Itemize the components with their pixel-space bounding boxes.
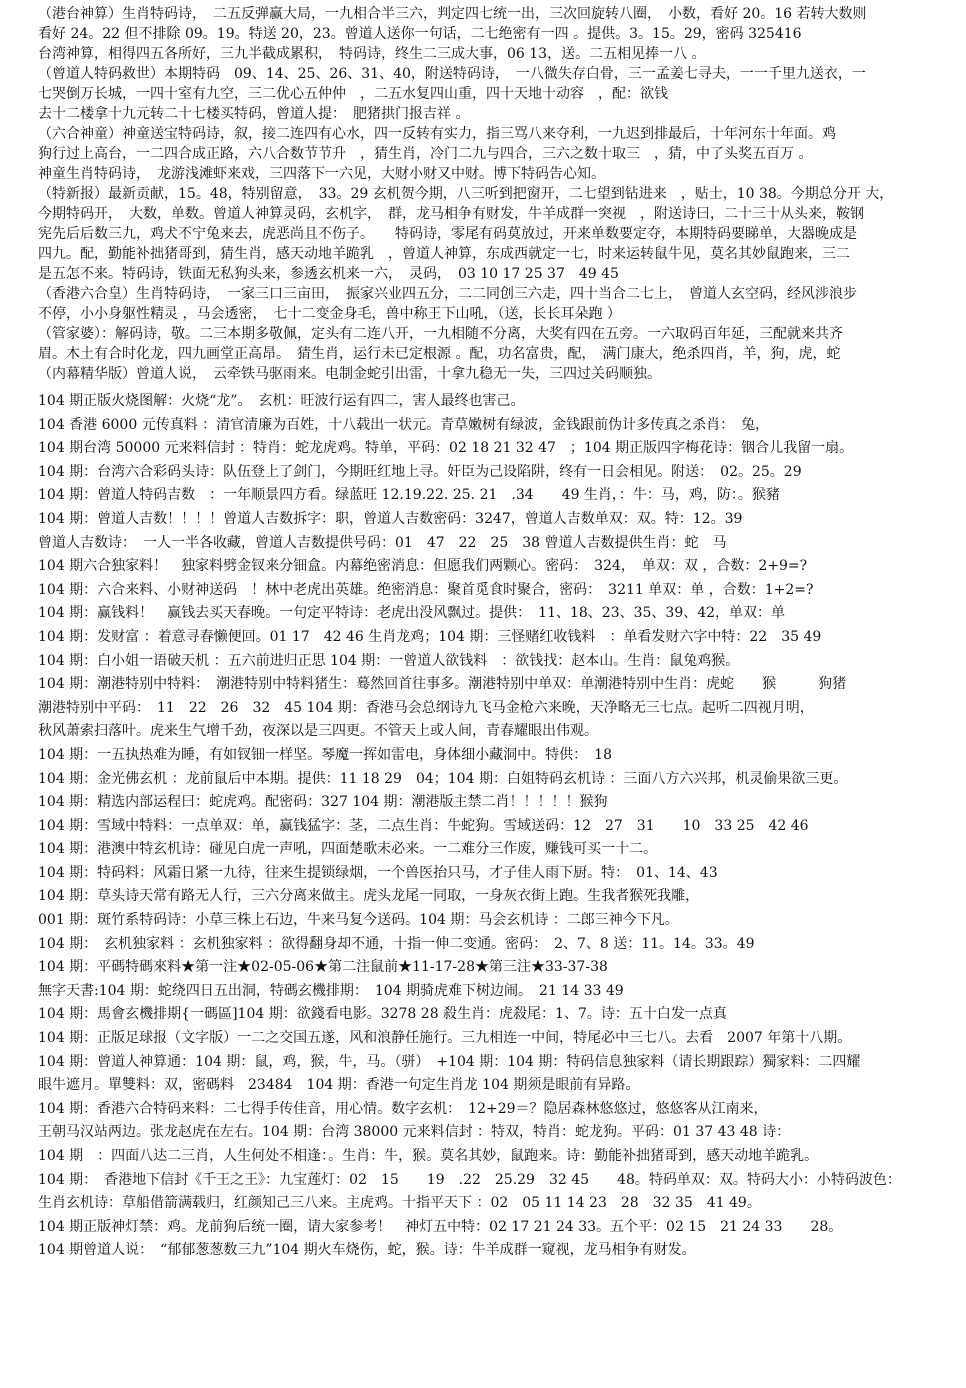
text-line: 104 期：六合来料、小财神送码 ！林中老虎出英雄。绝密消息：聚首觅食时聚合，密码： 3211 单双：单 ，合数：1+2=? — [38, 581, 814, 598]
text-line: （曾道人特码救世）本期特码 09、14、25、26、31、40，附送特码诗， 一八微失存白骨，三一孟姜七寻夫，一一千里九送衣，一 — [38, 66, 866, 82]
text-line: 104 期： 香港地下信封《千王之王》：九宝莲灯：02 15 19 .22 25.29 32 45 48。特码单双：双。特码大小：小特码波色： — [38, 1171, 901, 1188]
text-line: 104 期：平碼特碼來料★第一注★02-05-06★第二注鼠前★11-17-28★第三注★33-37-38 — [38, 959, 608, 976]
text-block-top — [38, 4, 936, 384]
text-line: 眼牛遮月。單雙料：双，密碼料 23484 104 期：香港一句定生肖龙 104 期须是眼前有异路。 — [38, 1077, 640, 1094]
text-line: 潮港特别中平码： 11 22 26 32 45 104 期：香港马会总纲诗九飞马金枪六来晚，天净略无三七点。起听二四视月明， — [38, 699, 814, 716]
text-line: 是五怎不来。特码诗，铁面无私狗头来，参透玄机来一六， 灵码， 03 10 17 25 37 49 45 — [38, 266, 619, 282]
text-line: （内幕精华版）曾道人说， 云牵铁马驱雨来。电制金蛇引出雷，十拿九稳无一失，三四过关码顺独。 — [38, 366, 661, 382]
text-line: 宪先后后数三九，鸡犬不宁兔来去，虎恶尚且不伤子。 特码诗，零尾有码莫放过，开来单数要定夺，本期特码要睇单，大器晚成是 — [38, 226, 857, 242]
text-line: 104 期：港澳中特玄机诗：碰见白虎一声吼，四面楚歌未必来。一二难分三作废，赚钱可买一十二。 — [38, 841, 658, 858]
text-line: 104 期：雪域中特料：一点单双：单，赢钱猛字：茎，二点生肖：牛蛇狗。雪域送码：12 27 31 10 33 25 42 46 — [38, 817, 809, 834]
text-line: 104 期：曾道人神算通：104 期：鼠，鸡，猴，牛，马。（骈） +104 期：104 期：特码信息独家料（请长期跟踪）獨家料：二四耀 — [38, 1053, 861, 1070]
text-line: 今期特码开， 大数，单数。曾道人神算灵码，玄机字， 群，龙马相争有财发，牛羊成群一突视 ，附送诗曰，二十三十从头来，鞍钢 — [38, 206, 864, 222]
text-line: 104 期曾道人说： “郁郁葱葱数三九”104 期火车烧伤，蛇，猴。诗：牛羊成群一窥视，龙马相争有财发。 — [38, 1242, 696, 1259]
text-line: （六合神童）神童送宝特码诗，叙，接二连四有心水，四一反转有实力，指三骂八来夺利，一九迟到排最后，十年河东十年面。鸡 — [38, 126, 836, 142]
text-line: 001 期：斑竹系特码诗：小草三株上石边，牛来马复今送码。104 期：马会玄机诗 ：二郎三神今下凡。 — [38, 912, 679, 929]
text-line: 104 期 ：四面八达二三肖，人生何处不相逢：。生肖：牛，猴。莫名其妙，鼠跑来。诗：勤能补拙猪哥到，感天动地羊跪乳。 — [38, 1148, 819, 1164]
text-line: 104 期：曾道人吉数！！！！曾道人吉数拆字：职，曾道人吉数密码：3247，曾道人吉数单双：双。特：12。39 — [38, 510, 743, 527]
text-line: （港台神算）生肖特码诗， 二五反弹赢大局，一九相合半三六，判定四七统一出，三次回旋转八圈， 小数，看好 20。16 若转大数则 — [38, 6, 867, 22]
text-line: 曾道人吉数诗： 一人一半各收藏，曾道人吉数提供号码：01 47 22 25 38 曾道人吉数提供生肖：蛇 马 — [38, 534, 727, 551]
text-line: 104 期：发财富 ：着意寻春懒便回。01 17 42 46 生肖龙鸡；104 期：三怪赌红收钱料 ：单看发财六字中特：22 35 49 — [38, 628, 822, 645]
text-line: 去十二楼拿十九元转二十七楼买特码，曾道人提： 肥猪拱门报吉祥 。 — [38, 106, 470, 122]
text-line: （香港六合皇）生肖特码诗， 一家三口三亩田， 振家兴业四五分，二二同创三六走，四十当合二七上， 曾道人玄空码，经风涉浪步 — [38, 286, 857, 302]
text-line: 神童生肖特码诗， 龙游浅滩虾来戏，三四落下一六见，大财小财又中财。博下特码告心知。 — [38, 166, 605, 182]
text-line: 104 期：赢钱料！ 赢钱去买天春晚。一句定平特诗：老虎出没风飘过。提供： 11、18、23、35、39、42，单双：单 — [38, 605, 786, 622]
text-line: 七哭倒万长城，一四十室有九空，三二优心五仲仲 ，二五水复四山重，四十天地十动容 ，配：欲钱 — [38, 86, 668, 102]
text-line: 104 期：特码料：风霜日紧一九待，往来生提锁绿烟，一个兽医抬只马，才子佳人雨下厨。特： 01、14、43 — [38, 864, 718, 881]
text-line: 秋风萧索扫落叶。虎来生气增千劲，夜深以是三四更。不管天上或人间，青春耀眼出伟观。 — [38, 723, 598, 740]
text-line: （特新报）最新贡献，15。48，特别留意， 33。29 玄机贺今期，八三听到把窗开，二七望到钻进来 ，贴士，10 38。今期总分开 大， — [38, 186, 894, 202]
text-line: 104 期：草头诗天常有路无人行，三六分离来做主。虎头龙尾一同取，一身灰衣街上跑。生我者猴死我雕， — [38, 888, 700, 905]
text-line: 看好 24。22 但不排除 09。19。特送 20，23。曾道人送你一句话，二七绝密有一四 。提供。3。15。29，密码 325416 — [38, 26, 802, 42]
text-line: 不停，小小身躯性精灵 ，马会透密， 七十二变金身毛，兽中称王下山吼，（送，长长耳朵跑 ） — [38, 306, 621, 322]
text-line: 四九。配，勤能补拙猪哥到，猜生肖，感天动地羊跪乳 ，曾道人神算，东成西就定一七，时来运转鼠牛见，莫名其妙鼠跑来，三二 — [38, 246, 850, 262]
text-line: 眉。木土有合时化龙，四九画堂正高昂。 猜生肖，运行未已定根源 。配，功名富贵，配， 满门康大，绝杀四肖，羊，狗，虎，蛇 — [38, 346, 841, 362]
text-line: 104 期：金光佛玄机 ：龙前鼠后中本期。提供：11 18 29 04；104 期：白姐特码玄机诗 ：三面八方六兴邦，机灵偷果欲三更。 — [38, 770, 848, 787]
text-line: 狗行过上高台，一二四合成正路，六八合数节节升 ，猜生肖，冷门二九与四合，三六之数十取三 ，猜，中了头奖五百万 。 — [38, 146, 813, 162]
text-line: 104 期：馬會玄機排期{一碼區]104 期：欲錢看电影。3278 28 殺生肖：虎殺尾：1、7。诗：五十白发一点真 — [38, 1006, 727, 1023]
text-line: 無字天書:104 期：蛇绕四日五出洞，特碼玄機排期： 104 期骑虎难下树边闹。 21 14 33 49 — [38, 982, 624, 999]
text-line: 104 期： 玄机独家料 ：玄机独家料 ：欲得翻身却不通，十指一伸二变通。密码： 2、7、8 送：11。14。33。49 — [38, 935, 755, 952]
text-line: 104 期：精选内部运程曰：蛇虎鸡。配密码：327 104 期：潮港版主禁二肖！！！！！猴狗 — [38, 794, 608, 811]
text-line: （管家婆）：解码诗，敬。二三本期多敬佩，定头有二连八开，一九相随不分离，大奖有四在五旁。一六取码百年延，三配就来共齐 — [38, 326, 843, 342]
text-line: 104 期：台湾六合彩码头诗：队伍登上了剑门，今期旺红地上寻。奸臣为己设陷阱，终有一日会相见。附送： 02。25。29 — [38, 463, 802, 480]
text-line: 104 期正版神灯禁：鸡。龙前狗后统一圈，请大家参考！ 神灯五中特：02 17 21 24 33。五个平：02 15 21 24 33 28。 — [38, 1218, 843, 1235]
text-line: 104 期：香港六合特码来料：二七得手传佳音，用心情。数字玄机： 12+29＝？隐居森林悠悠过，悠悠客从江南来， — [38, 1100, 768, 1117]
text-line: 台湾神算，相得四五各所好，三九半截成累积， 特码诗，终生二三成大事，06 13，送。二五相见捧一八 。 — [38, 46, 706, 62]
text-line: 104 香港 6000 元传真料 ：清官清廉为百姓，十八载出一状元。青草嫩树有绿波，金钱跟前伪计多传真之杀肖： 兔， — [38, 416, 770, 433]
text-line: 104 期六合独家料！ 独家料劈金钗来分钿盒。内幕绝密消息：但愿我们两颗心。密码： 324， 单双：双 ，合数：2+9=? — [38, 558, 808, 575]
text-line: 104 期：正版足球报（文字版）一二之交国五遂，风和浪静任施行。三九相连一中间，特尾必中三七八。去看 2007 年第十八期。 — [38, 1030, 852, 1047]
text-line: 104 期：白小姐一语破天机 ：五六前进归正思 104 期：一曾道人欲钱料 ：欲钱找：赵本山。生肖：鼠兔鸡猴。 — [38, 652, 740, 669]
text-line: 104 期：一五执热难为睡，有如钗钿一样坚。琴魔一挥如雷电，身体细小藏洞中。特供： 18 — [38, 746, 612, 763]
text-block-bottom — [38, 390, 936, 1263]
text-line: 104 期台湾 50000 元来料信封 ：特肖：蛇龙虎鸡。特单，平码：02 18 21 32 47 ；104 期正版四字梅花诗：铟合儿我留一扇。 — [38, 440, 854, 457]
text-line: 104 期正版火烧图解：火烧“龙”。 玄机：旺波行运有四二，害人最终也害己。 — [38, 393, 525, 409]
text-line: 生肖玄机诗：草船借箭满载归，红颜知己三八来。主虎鸡。十指平天下 ：02 05 11 14 23 28 32 35 41 49。 — [38, 1195, 761, 1212]
text-line: 104 期：曾道人特码吉数 ：一年顺景四方看。绿蓝旺 12.19.22. 25. 21 .34 49 生肖，：牛：马，鸡，防：。猴豬 — [38, 487, 780, 504]
text-line: 104 期：潮港特别中特料： 潮港特别中特料猪生：蓦然回首往事多。潮港特别中单双：单潮港特别中生肖：虎蛇 猴 狗猪 — [38, 676, 847, 693]
text-line: 王朝马汉站两边。张龙赵虎在左右。104 期：台湾 38000 元来料信封 ：特双，特肖：蛇龙狗。平码：01 37 43 48 诗： — [38, 1124, 791, 1141]
